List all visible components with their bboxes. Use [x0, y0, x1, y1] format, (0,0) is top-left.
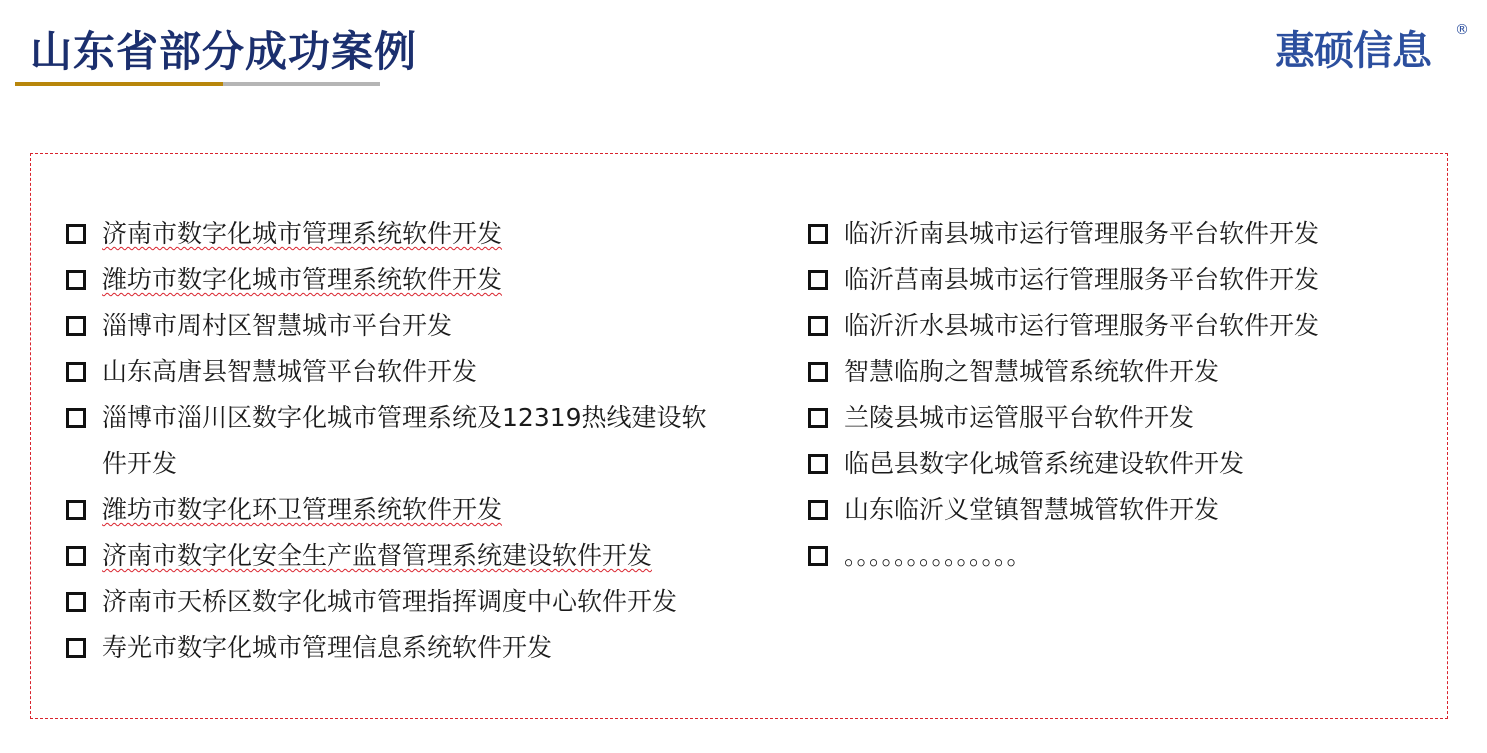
list-item — [808, 211, 1448, 257]
checkbox-bullet-icon — [66, 316, 86, 336]
list-item-text: 。。。。。。。。。。。。。。 — [844, 541, 1032, 570]
checkbox-bullet-icon — [66, 224, 86, 244]
list-item — [808, 395, 1448, 441]
checkbox-bullet-icon — [66, 362, 86, 382]
list-item — [66, 211, 726, 257]
list-item — [808, 303, 1448, 349]
list-item — [66, 257, 726, 303]
list-item-text: 潍坊市数字化城市管理系统软件开发 — [102, 265, 503, 294]
checkbox-bullet-icon — [66, 408, 86, 428]
list-item — [66, 395, 726, 487]
list-item-text: 潍坊市数字化环卫管理系统软件开发 — [102, 495, 503, 524]
page-title: 山东省部分成功案例 — [30, 27, 418, 76]
list-item — [808, 349, 1448, 395]
list-item — [66, 487, 726, 533]
list-item-text: 济南市天桥区数字化城市管理指挥调度中心软件开发 — [102, 587, 678, 616]
list-item-text: 临邑县数字化城管系统建设软件开发 — [844, 449, 1245, 478]
checkbox-bullet-icon — [66, 592, 86, 612]
checkbox-bullet-icon — [808, 408, 828, 428]
checkbox-bullet-icon — [808, 224, 828, 244]
list-item — [66, 579, 726, 625]
checkbox-bullet-icon — [66, 638, 86, 658]
list-item — [66, 625, 726, 671]
company-logo: 惠硕信息 — [1275, 28, 1431, 74]
case-list-left — [66, 211, 726, 671]
list-item-text: 淄博市淄川区数字化城市管理系统及12319热线建设软件开发 — [102, 403, 707, 478]
list-item-text: 济南市数字化城市管理系统软件开发 — [102, 219, 503, 248]
list-item — [66, 533, 726, 579]
checkbox-bullet-icon — [808, 362, 828, 382]
checkbox-bullet-icon — [808, 546, 828, 566]
checkbox-bullet-icon — [66, 546, 86, 566]
list-item-text: 寿光市数字化城市管理信息系统软件开发 — [102, 633, 553, 662]
checkbox-bullet-icon — [808, 316, 828, 336]
list-item-text: 济南市数字化安全生产监督管理系统建设软件开发 — [102, 541, 653, 570]
list-item — [808, 487, 1448, 533]
list-item-text: 淄博市周村区智慧城市平台开发 — [102, 311, 453, 340]
checkbox-bullet-icon — [808, 454, 828, 474]
list-item — [66, 303, 726, 349]
list-item-text: 智慧临朐之智慧城管系统软件开发 — [844, 357, 1220, 386]
checkbox-bullet-icon — [66, 500, 86, 520]
case-list-right — [808, 211, 1448, 579]
list-item — [66, 349, 726, 395]
list-item-text: 临沂沂水县城市运行管理服务平台软件开发 — [844, 311, 1320, 340]
list-item-text: 山东临沂义堂镇智慧城管软件开发 — [844, 495, 1220, 524]
checkbox-bullet-icon — [808, 270, 828, 290]
checkbox-bullet-icon — [66, 270, 86, 290]
title-underline-accent — [15, 82, 223, 86]
list-item — [808, 533, 1448, 579]
title-underline-gray — [223, 82, 380, 86]
list-item-text: 临沂沂南县城市运行管理服务平台软件开发 — [844, 219, 1320, 248]
list-item — [808, 257, 1448, 303]
list-item-text: 山东高唐县智慧城管平台软件开发 — [102, 357, 478, 386]
list-item-text: 临沂莒南县城市运行管理服务平台软件开发 — [844, 265, 1320, 294]
list-item-text: 兰陵县城市运管服平台软件开发 — [844, 403, 1195, 432]
registered-mark: ® — [1455, 22, 1469, 38]
list-item — [808, 441, 1448, 487]
checkbox-bullet-icon — [808, 500, 828, 520]
